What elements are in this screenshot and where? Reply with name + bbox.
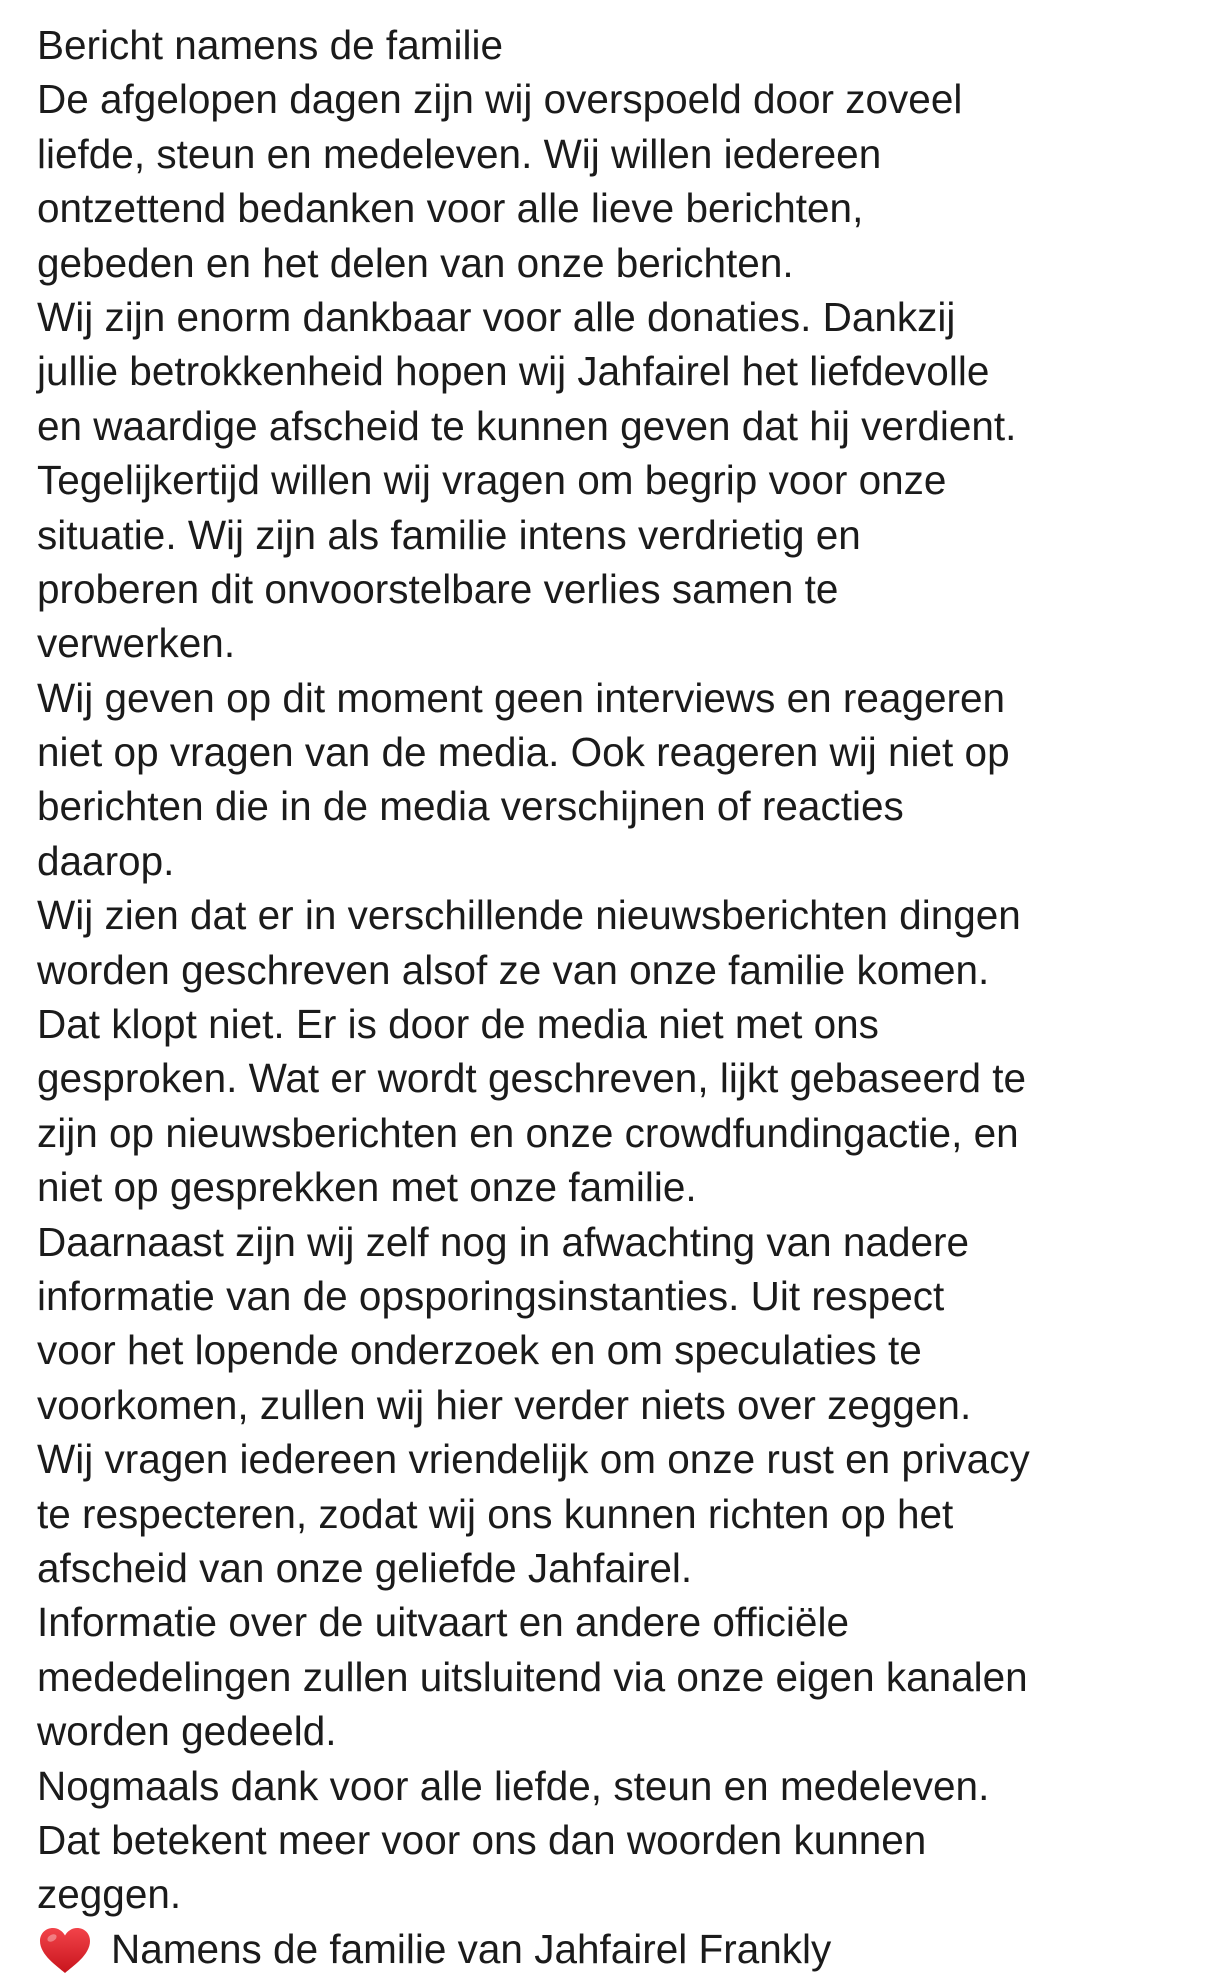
text-line: voorkomen, zullen wij hier verder niets over zeggen. [37,1381,972,1428]
text-line: liefde, steun en medeleven. Wij willen iedereen [37,130,882,177]
text-line: Wij geven op dit moment geen interviews en reageren [37,674,1006,721]
text-line: Tegelijkertijd willen wij vragen om begrip voor onze [37,457,947,504]
text-line: Wij vragen iedereen vriendelijk om onze rust en privacy [37,1436,1030,1483]
text-line: Informatie over de uitvaart en andere officiële [37,1599,849,1646]
text-line: proberen dit onvoorstelbare verlies samen te [37,565,839,612]
text-line: De afgelopen dagen zijn wij overspoeld door zoveel [37,76,963,123]
text-line: Daarnaast zijn wij zelf nog in afwachting van nadere [37,1218,970,1265]
text-line: gesproken. Wat er wordt geschreven, lijkt gebaseerd te [37,1055,1027,1102]
red-heart-icon [37,1926,93,1976]
text-line: situatie. Wij zijn als familie intens verdrietig en [37,511,861,558]
text-line: verwerken. [37,620,236,667]
text-line: gebeden en het delen van onze berichten. [37,239,794,286]
text-line: afscheid van onze geliefde Jahfairel. [37,1544,693,1591]
text-line: te respecteren, zodat wij ons kunnen richten op het [37,1490,954,1537]
text-line: mededelingen zullen uitsluitend via onze eigen kanalen [37,1653,1028,1700]
signoff-text: Namens de familie van Jahfairel Frankly [111,1925,832,1972]
text-line: en waardige afscheid te kunnen geven dat hij verdient. [37,402,1017,449]
text-line: Nogmaals dank voor alle liefde, steun en medeleven. [37,1762,990,1809]
text-line: Wij zijn enorm dankbaar voor alle donaties. Dankzij [37,293,956,340]
text-line: berichten die in de media verschijnen of reacties [37,783,904,830]
text-line: Bericht namens de familie [37,22,503,68]
text-line: Dat betekent meer voor ons dan woorden kunnen [37,1816,927,1863]
text-line: Dat klopt niet. Er is door de media niet met ons [37,1001,879,1048]
text-line: worden geschreven alsof ze van onze familie komen. [37,946,990,993]
text-line: daarop. [37,837,175,884]
text-line: zeggen. [37,1871,182,1918]
post-text [37,18,1197,1922]
text-line: ontzettend bedanken voor alle lieve berichten, [37,185,864,232]
text-line: zijn op nieuwsberichten en onze crowdfundingactie, en [37,1109,1019,1156]
text-line: jullie betrokkenheid hopen wij Jahfairel het liefdevolle [37,348,990,395]
text-line: Wij zien dat er in verschillende nieuwsberichten dingen [37,892,1021,939]
text-line: voor het lopende onderzoek en om speculaties te [37,1327,922,1374]
signoff-line [37,1922,1197,1976]
text-line: informatie van de opsporingsinstanties. Uit respect [37,1272,945,1319]
text-line: worden gedeeld. [37,1708,337,1755]
post-body [37,18,1197,1976]
text-line: niet op vragen van de media. Ook reageren wij niet op [37,729,1010,776]
text-line: niet op gesprekken met onze familie. [37,1164,697,1211]
